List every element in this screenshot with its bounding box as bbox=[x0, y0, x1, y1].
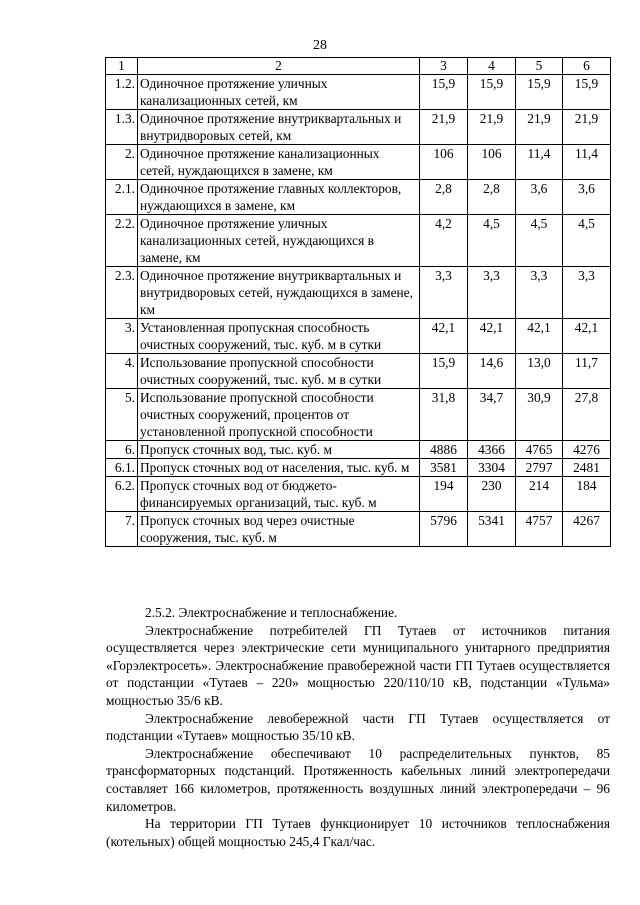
value-cell: 4,5 bbox=[563, 215, 611, 267]
row-number-cell: 1.2. bbox=[106, 75, 138, 110]
indicator-name-cell: Использование пропускной способности очистных сооружений, тыс. куб. м в сутки bbox=[138, 354, 420, 389]
table-row bbox=[106, 215, 611, 267]
row-number-cell: 5. bbox=[106, 389, 138, 441]
table-row bbox=[106, 75, 611, 110]
paragraph: Электроснабжение потребителей ГП Тутаев от источников питания осуществляется через электрические сети муниципального унитарного предприятия «Горэлектросеть». Электроснабжение правобережной части ГП Тутаев осуществляется от подстанции «Тутаев – 220» мощностью 220/110/10 кВ, подстанции «Тульма» мощностью 35/6 кВ. bbox=[106, 622, 610, 708]
indicator-name-cell: Одиночное протяжение главных коллекторов, нуждающихся в замене, км bbox=[138, 180, 420, 215]
value-cell: 27,8 bbox=[563, 389, 611, 441]
table-row bbox=[106, 319, 611, 354]
value-cell: 21,9 bbox=[516, 110, 563, 145]
value-cell: 21,9 bbox=[468, 110, 516, 145]
table-row bbox=[106, 267, 611, 319]
value-cell: 4366 bbox=[468, 441, 516, 459]
value-cell: 15,9 bbox=[516, 75, 563, 110]
table-row bbox=[106, 145, 611, 180]
indicator-name-cell: Пропуск сточных вод от населения, тыс. куб. м bbox=[138, 459, 420, 477]
value-cell: 31,8 bbox=[420, 389, 468, 441]
value-cell: 2,8 bbox=[420, 180, 468, 215]
value-cell: 42,1 bbox=[420, 319, 468, 354]
data-table bbox=[105, 57, 611, 547]
section-text bbox=[106, 604, 610, 850]
value-cell: 3,3 bbox=[420, 267, 468, 319]
value-cell: 34,7 bbox=[468, 389, 516, 441]
value-cell: 4,2 bbox=[420, 215, 468, 267]
value-cell: 214 bbox=[516, 477, 563, 512]
value-cell: 4886 bbox=[420, 441, 468, 459]
value-cell: 14,6 bbox=[468, 354, 516, 389]
row-number-cell: 2.2. bbox=[106, 215, 138, 267]
paragraph: На территории ГП Тутаев функционирует 10 источников теплоснабжения (котельных) общей мощностью 245,4 Гкал/час. bbox=[106, 816, 610, 849]
row-number-cell: 1.3. bbox=[106, 110, 138, 145]
paragraph: Электроснабжение обеспечивают 10 распределительных пунктов, 85 трансформаторных подстанций. Протяженность кабельных линий электропередачи составляет 166 километров, протяженность воздушных линий электропередачи – 96 километров. bbox=[106, 745, 610, 814]
value-cell: 3,3 bbox=[468, 267, 516, 319]
row-number-cell: 2.1. bbox=[106, 180, 138, 215]
table-row bbox=[106, 110, 611, 145]
row-number-cell: 6.2. bbox=[106, 477, 138, 512]
indicator-name-cell: Установленная пропускная способность очистных сооружений, тыс. куб. м в сутки bbox=[138, 319, 420, 354]
value-cell: 3581 bbox=[420, 459, 468, 477]
row-number-cell: 6.1. bbox=[106, 459, 138, 477]
indicator-name-cell: Одиночное протяжение внутриквартальных и внутридворовых сетей, км bbox=[138, 110, 420, 145]
value-cell: 30,9 bbox=[516, 389, 563, 441]
column-header: 1 bbox=[106, 58, 138, 75]
value-cell: 106 bbox=[468, 145, 516, 180]
indicator-name-cell: Пропуск сточных вод через очистные сооружения, тыс. куб. м bbox=[138, 512, 420, 547]
value-cell: 42,1 bbox=[468, 319, 516, 354]
value-cell: 2481 bbox=[563, 459, 611, 477]
row-number-cell: 3. bbox=[106, 319, 138, 354]
value-cell: 11,7 bbox=[563, 354, 611, 389]
row-number-cell: 6. bbox=[106, 441, 138, 459]
table-row bbox=[106, 512, 611, 547]
value-cell: 15,9 bbox=[420, 354, 468, 389]
indicator-name-cell: Одиночное протяжение уличных канализационных сетей, нуждающихся в замене, км bbox=[138, 215, 420, 267]
value-cell: 15,9 bbox=[563, 75, 611, 110]
value-cell: 4,5 bbox=[468, 215, 516, 267]
column-header: 3 bbox=[420, 58, 468, 75]
value-cell: 15,9 bbox=[420, 75, 468, 110]
value-cell: 184 bbox=[563, 477, 611, 512]
value-cell: 11,4 bbox=[516, 145, 563, 180]
value-cell: 42,1 bbox=[563, 319, 611, 354]
value-cell: 13,0 bbox=[516, 354, 563, 389]
value-cell: 3,3 bbox=[563, 267, 611, 319]
value-cell: 194 bbox=[420, 477, 468, 512]
indicator-name-cell: Одиночное протяжение канализационных сетей, нуждающихся в замене, км bbox=[138, 145, 420, 180]
row-number-cell: 4. bbox=[106, 354, 138, 389]
table-header-row bbox=[106, 58, 611, 75]
value-cell: 3,3 bbox=[516, 267, 563, 319]
table-body bbox=[106, 75, 611, 547]
table-row bbox=[106, 389, 611, 441]
indicator-name-cell: Одиночное протяжение уличных канализационных сетей, км bbox=[138, 75, 420, 110]
value-cell: 4276 bbox=[563, 441, 611, 459]
value-cell: 230 bbox=[468, 477, 516, 512]
table-row bbox=[106, 354, 611, 389]
value-cell: 3304 bbox=[468, 459, 516, 477]
column-header: 6 bbox=[563, 58, 611, 75]
table-row bbox=[106, 459, 611, 477]
value-cell: 42,1 bbox=[516, 319, 563, 354]
page-number: 28 bbox=[313, 38, 327, 53]
value-cell: 2797 bbox=[516, 459, 563, 477]
row-number-cell: 2. bbox=[106, 145, 138, 180]
column-header: 5 bbox=[516, 58, 563, 75]
value-cell: 3,6 bbox=[516, 180, 563, 215]
value-cell: 3,6 bbox=[563, 180, 611, 215]
indicator-name-cell: Пропуск сточных вод от бюджето-финансируемых организаций, тыс. куб. м bbox=[138, 477, 420, 512]
table-row bbox=[106, 180, 611, 215]
section-heading: 2.5.2. Электроснабжение и теплоснабжение. bbox=[145, 605, 398, 620]
value-cell: 5341 bbox=[468, 512, 516, 547]
value-cell: 4765 bbox=[516, 441, 563, 459]
value-cell: 106 bbox=[420, 145, 468, 180]
paragraph: Электроснабжение левобережной части ГП Тутаев осуществляется от подстанции «Тутаев» мощностью 35/10 кВ. bbox=[106, 710, 610, 744]
value-cell: 4267 bbox=[563, 512, 611, 547]
row-number-cell: 7. bbox=[106, 512, 138, 547]
value-cell: 5796 bbox=[420, 512, 468, 547]
value-cell: 11,4 bbox=[563, 145, 611, 180]
value-cell: 21,9 bbox=[563, 110, 611, 145]
value-cell: 4757 bbox=[516, 512, 563, 547]
value-cell: 4,5 bbox=[516, 215, 563, 267]
indicator-name-cell: Пропуск сточных вод, тыс. куб. м bbox=[138, 441, 420, 459]
column-header: 4 bbox=[468, 58, 516, 75]
value-cell: 21,9 bbox=[420, 110, 468, 145]
indicator-name-cell: Одиночное протяжение внутриквартальных и внутридворовых сетей, нуждающихся в замене, км bbox=[138, 267, 420, 319]
table-row bbox=[106, 477, 611, 512]
table-row bbox=[106, 441, 611, 459]
row-number-cell: 2.3. bbox=[106, 267, 138, 319]
value-cell: 2,8 bbox=[468, 180, 516, 215]
column-header: 2 bbox=[138, 58, 420, 75]
indicator-name-cell: Использование пропускной способности очистных сооружений, процентов от установленной пропускной способности bbox=[138, 389, 420, 441]
value-cell: 15,9 bbox=[468, 75, 516, 110]
